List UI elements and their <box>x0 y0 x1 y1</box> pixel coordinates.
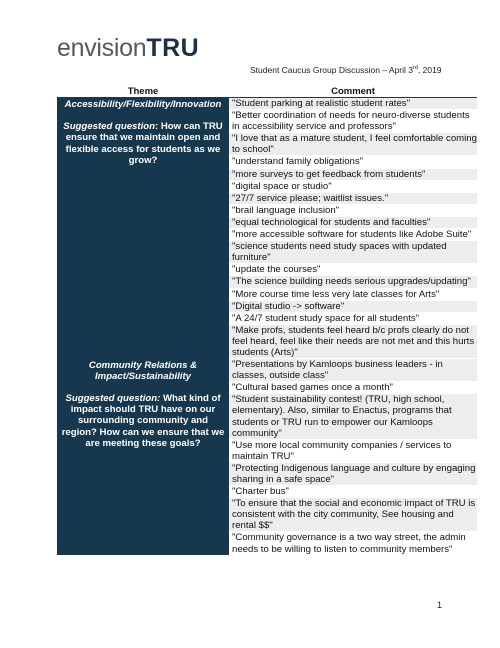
logo-en: en <box>57 34 85 62</box>
table-row <box>57 359 477 382</box>
comment-cell: "digital space or studio" <box>229 180 477 192</box>
comment-cell: "Use more local community companies / services to maintain TRU" <box>229 439 477 462</box>
comment-cell: "Digital studio -> software" <box>229 300 477 312</box>
suggested-question-text: : How can TRU ensure that we maintain open and flexible access for students as we grow? <box>65 121 223 166</box>
comment-cell: "To ensure that the social and economic impact of TRU is consistent with the city community, See housing and rental $$" <box>229 498 477 532</box>
suggested-question-label: Suggested question <box>63 121 155 133</box>
comment-cell: "Cultural based games once a month" <box>229 382 477 394</box>
suggested-question <box>61 121 225 166</box>
document-title-prefix: Student Caucus Group Discussion – April 3 <box>250 65 414 75</box>
comment-cell: "More course time less very late classes for Arts" <box>229 288 477 300</box>
comment-cell: "Protecting Indigenous language and culture by engaging sharing in a safe space" <box>229 462 477 485</box>
comment-cell: "brail language inclusion" <box>229 204 477 216</box>
comment-cell: "equal technological for students and faculties" <box>229 216 477 228</box>
comment-cell: "Student sustainability contest! (TRU, high school, elementary). Also, similar to Enactus, programs that students or TRU run to empower our Kamloops community" <box>229 394 477 439</box>
comment-cell: "science students need study spaces with updated furniture" <box>229 241 477 264</box>
comment-cell: "The science building needs serious upgrades/updating" <box>229 276 477 288</box>
suggested-question-label: Suggested question: <box>65 392 161 404</box>
theme-title: Accessibility/Flexibility/Innovation <box>64 99 222 110</box>
comment-cell: "update the courses" <box>229 264 477 276</box>
theme-cell <box>57 359 229 556</box>
table-row <box>57 98 477 110</box>
comment-cell: "Presentations by Kamloops business leaders - in classes, outside class" <box>229 359 477 382</box>
suggested-question-text: What kind of impact should TRU have on our surrounding community and region? How can we ensure that we are meeting these goals? <box>61 392 225 449</box>
envision-tru-logo <box>57 36 199 61</box>
comment-cell: "Student parking at realistic student rates" <box>229 98 477 110</box>
comment-cell: "Community governance is a two way street, the admin needs to be willing to listen to community members" <box>229 532 477 555</box>
comment-cell: "more surveys to get feedback from students" <box>229 168 477 180</box>
theme-cell <box>57 98 229 359</box>
table-header-row <box>57 86 477 98</box>
document-title-suffix: , 2019 <box>417 65 442 75</box>
document-title-sup: rd <box>413 65 418 72</box>
logo-tru: TRU <box>146 34 200 62</box>
comment-cell: "Charter bus" <box>229 486 477 498</box>
comment-cell: "27/7 service please; waitlist issues." <box>229 192 477 204</box>
theme-column-header: Theme <box>57 86 229 98</box>
table-body <box>57 98 477 556</box>
theme-title: Community Relations & Impact/Sustainability <box>88 359 198 382</box>
logo-vision: vision <box>84 34 147 62</box>
suggested-question <box>61 393 225 449</box>
comment-column-header: Comment <box>229 86 477 98</box>
comment-cell: "more accessible software for students like Adobe Suite" <box>229 229 477 241</box>
comment-cell: "understand family obligations" <box>229 156 477 168</box>
discussion-table <box>57 86 477 556</box>
document-title <box>250 65 442 75</box>
page-number: 1 <box>437 600 443 610</box>
comment-cell: "Make profs, students feel heard b/c profs clearly do not feel heard, feel like their needs are not met and this hurts students (Arts)" <box>229 324 477 358</box>
comment-cell: "A 24/7 student study space for all students" <box>229 312 477 324</box>
comment-cell: "Better coordination of needs for neuro-diverse students in accessibility service and professors" <box>229 110 477 133</box>
comment-cell: "I love that as a mature student, I feel comfortable coming to school" <box>229 133 477 156</box>
